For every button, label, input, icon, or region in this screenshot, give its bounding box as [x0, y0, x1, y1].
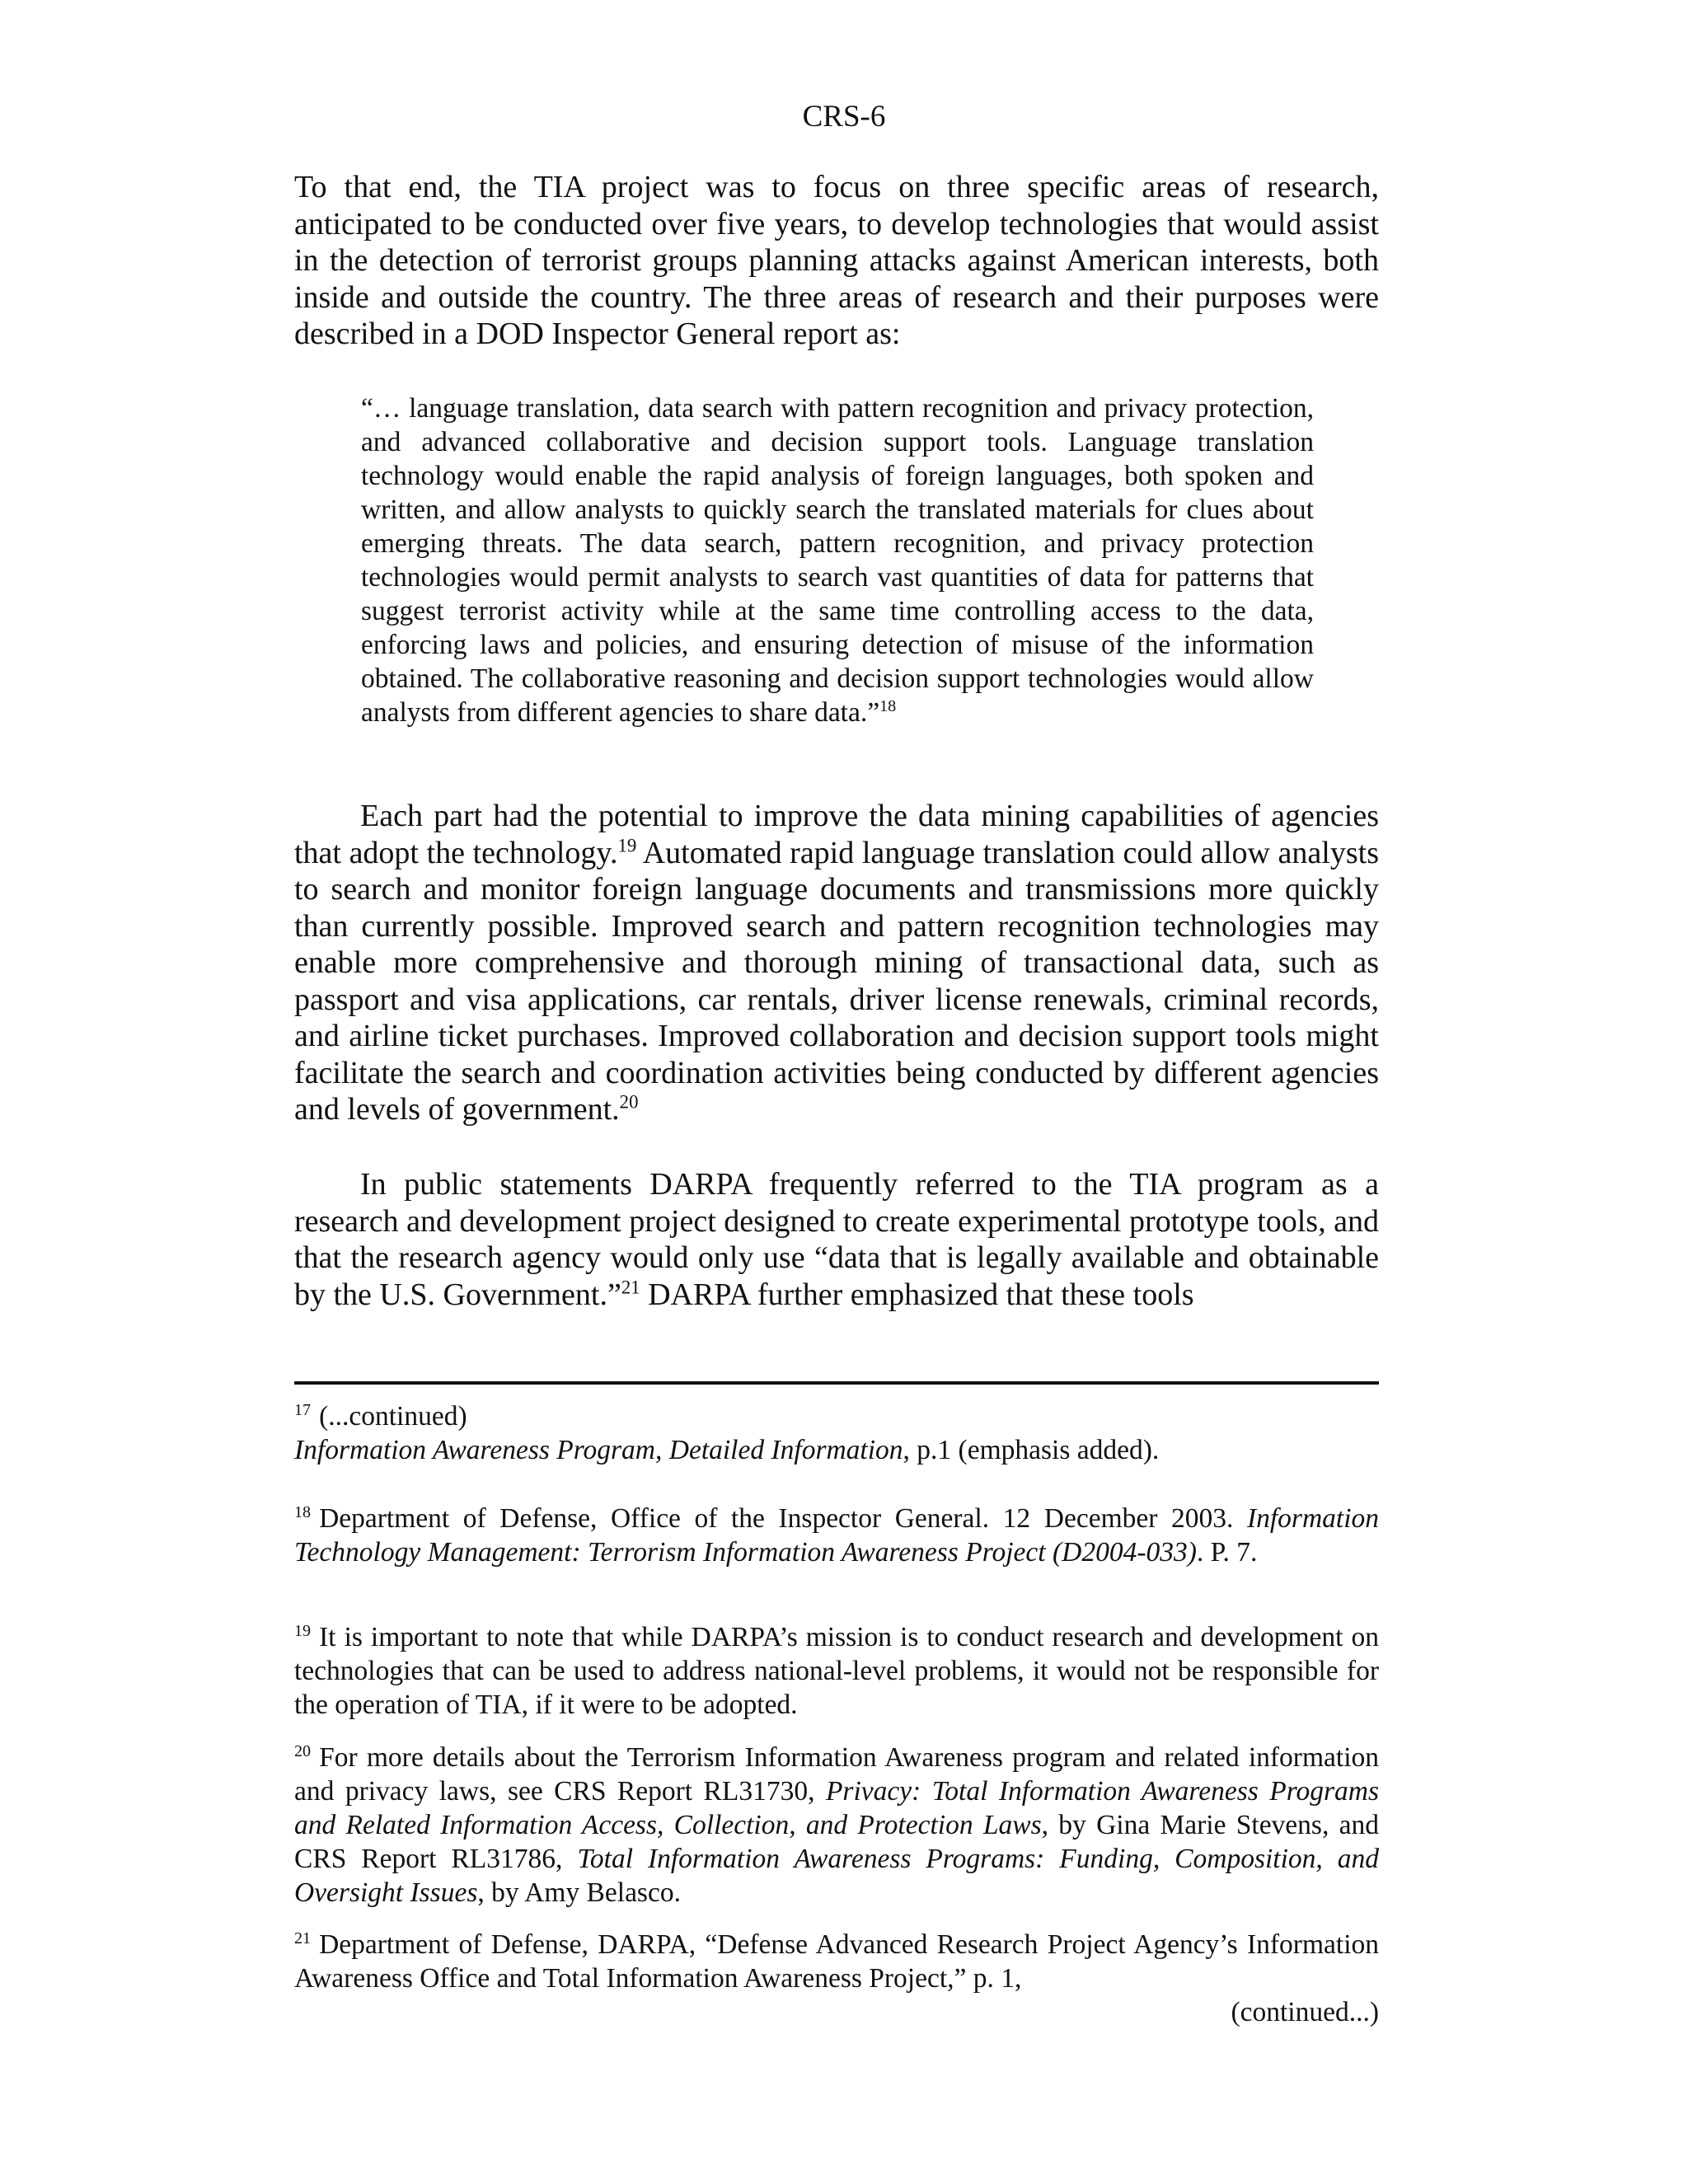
footnote-18-text: Department of Defense, Office of the Inspector General. 12 December 2003. [319, 1503, 1247, 1534]
footnote-ref-19[interactable]: 19 [617, 834, 637, 855]
intro-paragraph [294, 169, 1379, 353]
quote-text: “… language translation, data search with pattern recognition and privacy protection, and advanced collaborative and decision support tools. Language translation technology would enable the rapid analysis of foreign languages, both spoken and written, and allow analysts to quickly search the translated materials for clues about emerging threats. The data search, pattern recognition, and privacy protection technologies would permit analysts to search vast quantities of data for patterns that suggest terrorist activity while at the same time controlling access to the data, enforcing laws and policies, and ensuring detection of misuse of the information obtained. The collaborative reasoning and decision support technologies would allow analysts from different agencies to share data.” [361, 393, 1314, 728]
footnote-17-continued: (...continued) [319, 1401, 467, 1432]
footnote-ref-20[interactable]: 20 [619, 1091, 639, 1113]
para3-text-b: DARPA further emphasized that these tools [640, 1277, 1194, 1312]
footnote-20-text-c: , by Amy Belasco. [477, 1877, 681, 1908]
footnote-17-number: 17 [294, 1400, 312, 1419]
page-number-header: CRS-6 [802, 100, 886, 134]
footnote-17-rest: , p.1 (emphasis added). [903, 1435, 1160, 1465]
data-mining-paragraph [294, 798, 1379, 1128]
footnote-ref-21[interactable]: 21 [621, 1276, 640, 1297]
para2-text-a: Each part had the potential to improve the data mining capabilities of agencies that adopt the technology. [294, 799, 1379, 870]
para3-text-a: In public statements DARPA frequently referred to the TIA program as a research and development project designed to create experimental prototype tools, and that the research agency would only use “data that is legally available and obtainable by the U.S. Government.” [294, 1167, 1379, 1312]
footnote-20 [294, 1741, 1379, 1910]
footnote-18 [294, 1502, 1379, 1569]
public-statements-paragraph [294, 1166, 1379, 1313]
para2-text-b: Automated rapid language translation could allow analysts to search and monitor foreign language documents and transmissions more quickly than currently possible. Improved search and pattern recognition technologies may enable more comprehensive and thorough mining of transactional data, such as passport and visa applications, car rentals, driver license renewals, criminal records, and airline ticket purchases. Improved collaboration and decision support tools might facilitate the search and coordination activities being conducted by different agencies and levels of government. [294, 835, 1379, 1127]
footnote-21-number: 21 [294, 1929, 312, 1947]
footnote-21 [294, 1928, 1379, 2029]
footnote-20-text-a: For more details about the Terrorism Information Awareness program and related information and privacy laws, see CRS Report RL31730, [294, 1742, 1379, 1807]
footnote-20-title-2: Total Information Awareness Programs: Funding, Composition, and Oversight Issues [294, 1844, 1379, 1908]
footnote-19-text: It is important to note that while DARPA’s mission is to conduct research and development on technologies that can be used to address national-level problems, it would not be responsible for the operation of TIA, if it were to be adopted. [294, 1622, 1379, 1720]
footnote-18-title: Information Technology Management: Terrorism Information Awareness Project (D2004-033) [294, 1503, 1379, 1568]
intro-text: To that end, the TIA project was to focus on three specific areas of research, anticipated to be conducted over five years, to develop technologies that would assist in the detection of terrorist groups planning attacks against American interests, both inside and outside the country. The three areas of research and their purposes were described in a DOD Inspector General report as: [294, 170, 1379, 351]
footnote-divider [294, 1381, 1379, 1385]
block-quote [361, 391, 1314, 729]
footnote-ref-18[interactable]: 18 [879, 696, 897, 715]
footnote-20-text-b: , by Gina Marie Stevens, and CRS Report RL31786, [294, 1810, 1379, 1874]
footnote-18-rest: . P. 7. [1196, 1537, 1258, 1568]
footnote-18-number: 18 [294, 1502, 312, 1521]
footnote-17-title: Information Awareness Program, Detailed Information [294, 1435, 903, 1465]
footnote-20-title-1: Privacy: Total Information Awareness Programs and Related Information Access, Collection, and Protection Laws [294, 1776, 1380, 1840]
footnote-19-number: 19 [294, 1621, 312, 1640]
footnote-21-text: Department of Defense, DARPA, “Defense Advanced Research Project Agency’s Information Awareness Office and Total Information Awareness Project,” p. 1, [294, 1929, 1379, 1994]
footnote-20-number: 20 [294, 1741, 312, 1760]
footnote-17 [294, 1399, 1379, 1467]
footnote-19 [294, 1620, 1379, 1722]
footnote-21-continued: (continued...) [1231, 1997, 1379, 2027]
